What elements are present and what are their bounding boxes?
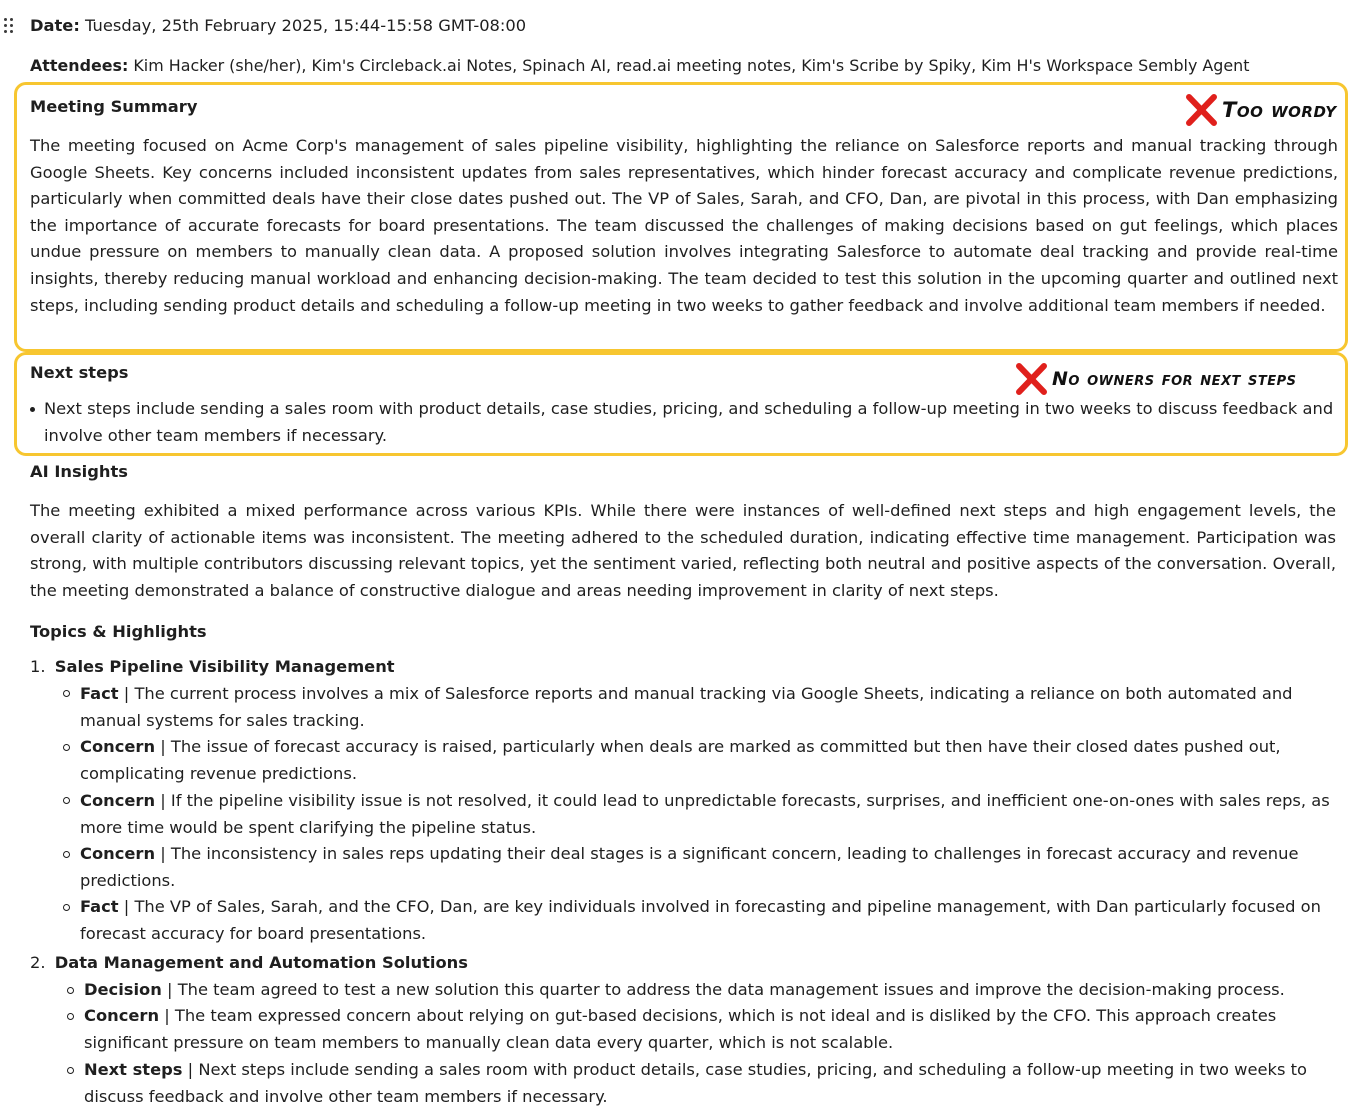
topic-item (80, 681, 1342, 734)
summary-text: The meeting focused on Acme Corp's management of sales pipeline visibility, highlighting the reliance on Salesforce reports and manual tracking through Google Sheets. Key concerns included inconsistent updates from sales representatives, which hinder forecast accuracy and complicate revenue predictions, particularly when committed deals have their close dates pushed out. The VP of Sales, Sarah, and CFO, Dan, are pivotal in this process, with Dan emphasizing the importance of accurate forecasts for board presentations. The team discussed the challenges of making decisions based on gut feelings, which places undue pressure on members to manually clean data. A proposed solution involves integrating Salesforce to automate deal tracking and provide real-time insights, thereby reducing manual workload and enhancing decision-making. The team decided to test this solution in the upcoming quarter and outlined next steps, including sending product details and scheduling a follow-up meeting in two weeks to gather feedback and involve additional team members if needed. (30, 136, 1338, 315)
section-title: Sales Pipeline Visibility Management (54, 657, 395, 676)
topic-item-text: | If the pipeline visibility issue is not resolved, it could lead to unpredictable forecasts, surprises, and inefficient one-on-ones with sales reps, as more time would be spent clarifying the pipeline status. (80, 791, 1330, 837)
topic-item-text: | The VP of Sales, Sarah, and the CFO, Dan, are key individuals involved in forecasting and pipeline management, with Dan particularly focused on forecast accuracy for board presentations. (80, 897, 1321, 943)
topic-item-tag: Concern (80, 737, 156, 756)
topic-item-tag: Decision (84, 980, 162, 999)
topics-title: Topics & Highlights (30, 622, 207, 641)
summary-title: Meeting Summary (30, 97, 198, 116)
red-x-icon (1014, 362, 1048, 396)
too-wordy-annotation (1184, 93, 1337, 127)
topic-item (84, 1003, 1342, 1056)
date-line (30, 13, 1342, 40)
no-owners-text: No owners for next steps (1052, 367, 1297, 390)
circle-bullet (67, 1013, 74, 1020)
circle-bullet (67, 1067, 74, 1074)
topic-item-tag: Concern (84, 1006, 160, 1025)
red-x-icon (1184, 93, 1218, 127)
circle-bullet (67, 987, 74, 994)
date-value: Tuesday, 25th February 2025, 15:44-15:58 GMT-08:00 (85, 16, 527, 35)
topic-item-text: | The issue of forecast accuracy is raised, particularly when deals are marked as committed but then have their closed dates pushed out, complicating revenue predictions. (80, 737, 1281, 783)
topic-item (80, 894, 1342, 947)
section-number: 2. (30, 953, 46, 972)
section-title: Data Management and Automation Solutions (54, 953, 468, 972)
topic-item-tag: Next steps (84, 1060, 183, 1079)
topic-item-tag: Concern (80, 844, 156, 863)
circle-bullet (63, 797, 70, 804)
topic-item (80, 734, 1342, 787)
no-owners-annotation (1014, 362, 1297, 396)
ai-insights-title: AI Insights (30, 462, 128, 481)
topic-item (80, 841, 1342, 894)
topic-item-tag: Fact (80, 897, 119, 916)
drag-handle-icon[interactable] (3, 17, 15, 35)
topic-item-tag: Fact (80, 684, 119, 703)
topic-item-text: | The inconsistency in sales reps updating their deal stages is a significant concern, leading to challenges in forecast accuracy and revenue predictions. (80, 844, 1299, 890)
topic-item-text: | The current process involves a mix of Salesforce reports and manual tracking via Google Sheets, indicating a reliance on both automated and manual systems for sales tracking. (80, 684, 1293, 730)
topic-section-1 (30, 654, 395, 681)
topic-section-2 (30, 950, 468, 977)
date-label: Date: (30, 16, 80, 35)
section-number: 1. (30, 657, 46, 676)
topic-item-text: | The team expressed concern about relying on gut-based decisions, which is not ideal and is disliked by the CFO. This approach creates significant pressure on team members to manually clean data every quarter, which is not scalable. (84, 1006, 1277, 1052)
topic-item-text: | The team agreed to test a new solution this quarter to address the data management issues and improve the decision-making process. (167, 980, 1285, 999)
circle-bullet (63, 851, 70, 858)
topic-item (84, 1057, 1342, 1110)
ai-insights-text: The meeting exhibited a mixed performance across various KPIs. While there were instances of well-defined next steps and high engagement levels, the overall clarity of actionable items was inconsistent. The meeting adhered to the scheduled duration, indicating effective time management. Participation was strong, with multiple contributors discussing relevant topics, yet the sentiment varied, reflecting both neutral and positive aspects of the conversation. Overall, the meeting demonstrated a balance of constructive dialogue and areas needing improvement in clarity of next steps. (30, 501, 1336, 600)
circle-bullet (63, 904, 70, 911)
topic-item (80, 788, 1342, 841)
next-steps-item: Next steps include sending a sales room with product details, case studies, pricing, and scheduling a follow-up meeting in two weeks to discuss feedback and involve other team members if necessary. (44, 399, 1334, 445)
topic-item-tag: Concern (80, 791, 156, 810)
attendees-line (30, 53, 1342, 80)
bullet-dot (30, 407, 35, 412)
topic-item (84, 977, 1342, 1004)
circle-bullet (63, 744, 70, 751)
next-steps-title: Next steps (30, 363, 129, 382)
circle-bullet (63, 690, 70, 697)
topic-item-text: | Next steps include sending a sales room with product details, case studies, pricing, and scheduling a follow-up meeting in two weeks to discuss feedback and involve other team members if necessary. (84, 1060, 1307, 1106)
too-wordy-text: Too wordy (1222, 97, 1337, 122)
attendees-value: Kim Hacker (she/her), Kim's Circleback.ai Notes, Spinach AI, read.ai meeting notes, Kim's Scribe by Spiky, Kim H's Workspace Sembly Agent (133, 56, 1250, 75)
attendees-label: Attendees: (30, 56, 129, 75)
